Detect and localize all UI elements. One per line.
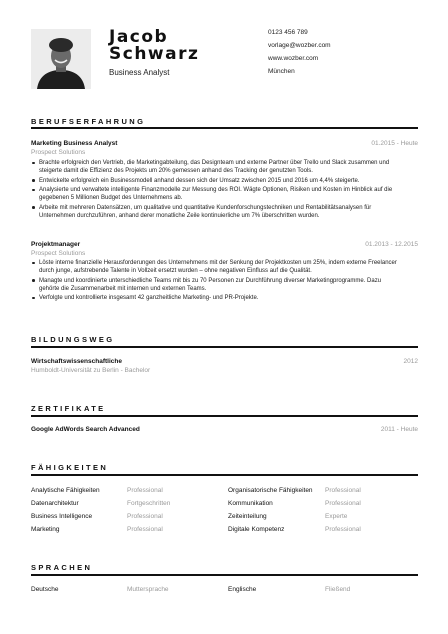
job-date: 01.2013 - 12.2015: [365, 241, 418, 248]
skill-name: Zeiteinteilung: [228, 513, 267, 520]
list-item: Brachte erfolgreich den Vertrieb, die Marketingabteilung, das Designteam und externe Partner über Trello und Slack zusammen und steigerte damit die Effizienz des Projekts um 20% gemessen anhand des Tracking der genutzten Tools.: [31, 159, 397, 175]
candidate-name: [109, 29, 199, 63]
bullet-icon: [32, 262, 35, 265]
list-item: Verfolgte und kontrollierte insgesamt 42 ganzheitliche Marketing- und PR-Projekte.: [31, 294, 397, 302]
list-item: Entwickelte erfolgreich ein Businessmodell anhand dessen sich der Umsatz zwischen 2015 und 2016 um 4,4% steigerte.: [31, 177, 397, 185]
bullet-icon: [32, 279, 35, 282]
language-level: Fließend: [325, 586, 351, 593]
skill-name: Organisatorische Fähigkeiten: [228, 487, 313, 494]
job-date: 01.2015 - Heute: [371, 140, 418, 147]
job-title: Marketing Business Analyst: [31, 140, 118, 147]
list-item: Analysierte und verwaltete intelligente Finanzmodelle zur Messung des ROI. Wägte Optionen, Risiken und Kosten im Hinblick auf die gegebenen 5 Millionen Budget des Unternehmens ab.: [31, 186, 397, 202]
language-name: Englische: [228, 586, 257, 593]
section-divider: [31, 127, 418, 129]
contact-email: vorlage@wozber.com: [268, 42, 331, 49]
languages-section-title: SPRACHEN: [31, 563, 93, 572]
bullet-icon: [32, 179, 35, 182]
experience-section-title: BERUFSERFAHRUNG: [31, 117, 146, 126]
job-title: Projektmanager: [31, 241, 81, 248]
language-level: Muttersprache: [127, 586, 169, 593]
skill-name: Analytische Fähigkeiten: [31, 487, 100, 494]
list-item: Löste interne finanzielle Herausforderungen des Unternehmens mit der Senkung der Projektkosten um 25%, indem externe Freelancer durch junge, aufstrebende Talente in Vollzeit ersetzt wurden – ohne negativen Einfluss auf die Qualität.: [31, 259, 397, 275]
first-name: Jacob: [109, 27, 169, 47]
section-divider: [31, 474, 418, 476]
contact-phone: 0123 456 789: [268, 29, 308, 36]
skill-name: Datenarchitektur: [31, 500, 79, 507]
bullet-icon: [32, 162, 35, 165]
contact-website: www.wozber.com: [268, 55, 319, 62]
certificates-section-title: ZERTIFIKATE: [31, 404, 106, 413]
profile-photo: [31, 29, 91, 89]
skills-section-title: FÄHIGKEITEN: [31, 463, 109, 472]
bullet-icon: [32, 189, 35, 192]
job-company: Prospect Solutions: [31, 149, 86, 156]
job-bullets: [31, 259, 397, 304]
contact-city: München: [268, 68, 295, 75]
certificate-date: 2011 - Heute: [380, 426, 418, 433]
bullet-icon: [32, 297, 35, 300]
job-role: Business Analyst: [109, 68, 170, 77]
certificate-name: Google AdWords Search Advanced: [31, 426, 140, 433]
bullet-icon: [32, 206, 35, 209]
contact-info: [268, 29, 331, 81]
education-school: Humboldt-Universität zu Berlin - Bachelor: [31, 367, 151, 374]
job-company: Prospect Solutions: [31, 250, 86, 257]
skill-name: Kommunikation: [228, 500, 273, 507]
job-bullets: [31, 159, 397, 221]
section-divider: [31, 346, 418, 348]
language-name: Deutsche: [31, 586, 59, 593]
education-section-title: BILDUNGSWEG: [31, 335, 115, 344]
skill-level: Experte: [325, 513, 348, 520]
skill-level: Fortgeschritten: [127, 500, 171, 507]
section-divider: [31, 574, 418, 576]
section-divider: [31, 415, 418, 417]
skill-level: Professional: [127, 513, 163, 520]
skill-level: Professional: [127, 487, 163, 494]
skill-level: Professional: [325, 487, 361, 494]
skill-level: Professional: [325, 526, 361, 533]
skill-name: Marketing: [31, 526, 60, 533]
list-item: Managte und koordinierte unterschiedliche Teams mit bis zu 70 Personen zur Durchführung diverser Marketingprogramme. Dazu gehörte die Zusammenarbeit mit internen und externen Teams.: [31, 277, 397, 293]
education-degree: Wirtschaftswissenschaftliche: [31, 358, 122, 365]
skill-level: Professional: [127, 526, 163, 533]
education-date: 2012: [403, 358, 418, 365]
skill-level: Professional: [325, 500, 361, 507]
last-name: Schwarz: [109, 44, 200, 64]
skill-name: Business Intelligence: [31, 513, 93, 520]
skill-name: Digitale Kompetenz: [228, 526, 285, 533]
list-item: Arbeite mit mehreren Datensätzen, um qualitative und quantitative Kundenforschungstechniken und Rentabilitätsanalysen für Unternehmen durchzuführen, anhand derer monatliche Zeile kontinuierliche um 7% überschritten wurden.: [31, 204, 397, 220]
